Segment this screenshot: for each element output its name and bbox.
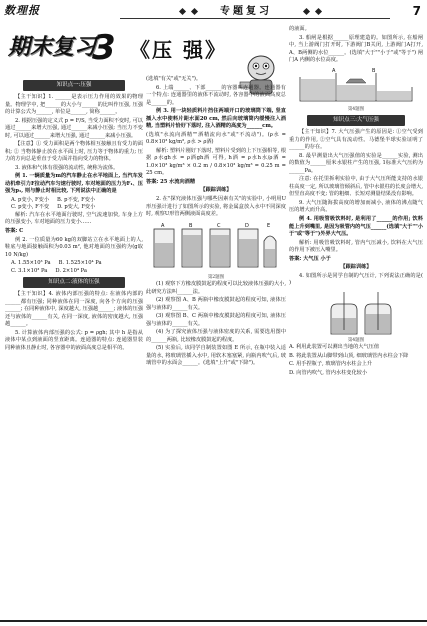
- chapter-title: 《压 强》: [130, 38, 227, 62]
- review-title: 期末复习: [8, 35, 97, 60]
- newspaper-logo: 数理报: [4, 4, 40, 17]
- section-heading: 知识点三:大气压强: [307, 115, 405, 126]
- paragraph: 【主干知识】7. 大气压强产生的原因是: ①空气受到重力的作用, ②空气具有流动性。马德堡半球实验证明了______的存在。: [289, 129, 423, 151]
- svg-text:B: B: [189, 222, 193, 229]
- option: B. p不变, F变小: [57, 196, 96, 203]
- analysis: 解析: 塑料片刚好下落时, 塑料片受到的上下压强相等, 根据 ρ水gh水 = ρ酒gh酒 可得, h酒 = ρ水h水/ρ酒 = 1.0×10³ kg/m³ × 0.2 m / 0.8×10³ kg/m³ = 0.25 m = 25 cm。: [146, 147, 286, 177]
- analysis: 解析: 汽车在水平地面行驶时, 空气流速加快, 车身上方的压强变小, 车对地面的压力变小……: [5, 211, 143, 226]
- question: (4) 为了探究液体压强与液体密度的关系, 需要选用图中的______两瓶, 比较橡皮膜鼓起的程度。: [146, 329, 286, 343]
- answer: 答案: C: [5, 228, 24, 234]
- column-left: [5, 78, 143, 353]
- svg-text:B: B: [372, 67, 376, 74]
- option: C. p变小, F不变: [11, 204, 50, 211]
- diamond-icon: [303, 8, 310, 15]
- figure-caption: 第4题图: [347, 106, 365, 112]
- column-middle: [146, 76, 286, 369]
- banner-title: 专题复习: [220, 6, 272, 17]
- paragraph: 注意: 在托里拆利实验中, 由于大气压所能支持的水银柱高度一定, 所以玻璃管倾斜后, 管中水银柱的长度会增大, 但竖直高度不变; 管的粗细、长短对测量结果没有影响。: [289, 176, 423, 198]
- options-row: [5, 260, 143, 268]
- question: (3) 观察图 B、C 两瓶中橡皮膜鼓起的程度可知, 液体压强与液体的______有关。: [146, 313, 286, 327]
- paragraph: 【主干知识】4. 液体内部压强的特点: 在液体内部的______都有压强; 同种液体在同一深度, 向各个方向的压强______; 在同种液体中, 深度越大, 压强越______; 液体的压强还与液体的______有关, 在同一深度, 液体的密度越大, 压强越______。: [5, 291, 143, 328]
- question: (2) 观察图 A、B 两瓶中橡皮膜鼓起的程度可知, 液体压强与液体的______有关。: [146, 297, 286, 311]
- paragraph: 2. 根据压强的定义式 p = F/S, 当受力面积不变时, 可以通过______来增大压强, 通过______来减小压强; 当压力不变时, 可以通过______来增大压强, 通过______来减小压强。: [5, 117, 143, 139]
- barometer-figure: [301, 290, 411, 336]
- option: B. 将此装置从山脚带到山顶, 细玻璃管内水柱会下降: [289, 352, 409, 359]
- bottom-rule: [0, 620, 427, 622]
- example: 例 4. 用吸管吸饮料时, 是利用了______的作用; 饮料能上升到嘴里, 是因为吸管内的气压______(选填"大于""小于"或"等于")外界大气压。: [289, 215, 423, 238]
- ship-lock-figure: [296, 67, 416, 105]
- paragraph: 8. 最早测量出大气压强值的实验是______实验, 测出的数值为______厘米水银柱产生的压强, 1标准大气压约为______Pa。: [289, 152, 423, 174]
- question: (5) 实验后, 该同学自制装置如图 E 所示, 在瓶中装入适量的水, 将玻璃管插入水中, 用软木塞塞紧, 向瓶内吹气后, 玻璃管中的水面会______。(选填"上升"或"下降")。: [146, 345, 286, 367]
- paragraph: 【主干知识】1. ______是表示压力作用的效果的物理量。物理学中, 把______的大小与______的比叫作压强, 压强的计算公式为______, 单位是______, 简称______。: [5, 93, 143, 116]
- paragraph: 5. 计算液体内部压强的公式: p = ρgh; 其中 h 是指从液体中某点到液面的竖直距离。连通器的特点: 连通器里装同种液体且静止时, 各容器中的液面高度总是相平的。: [5, 329, 143, 351]
- option: A. 利用此装置可以测出当地的大气压值: [289, 344, 380, 351]
- option: C. 用手捏瓶子, 玻璃管内水柱会上升: [289, 361, 373, 368]
- options-row: [5, 204, 143, 212]
- chapter-heading: [0, 24, 290, 74]
- page-number: 7: [412, 4, 421, 18]
- option: A. 1.55×10³ Pa: [11, 260, 51, 267]
- svg-text:D: D: [245, 222, 249, 229]
- paragraph: 3. 液体和气体有很强的流动性, 统称为流体。: [15, 164, 119, 171]
- section-banner: [120, 5, 390, 19]
- example: 例 3. 用一块轻质料片挡住两端开口的玻璃筒下端, 竖直插入水中使料片距水面20 cm, 然后向玻璃筒内缓慢注入酒精, 当塑料片恰好下落时, 注入酒精的高度为______cm。: [146, 108, 286, 130]
- paragraph: 6. 上端______、下部______的容器叫连通器。连通器有一个特点: 连通器里的液体不流动时, 各容器中的液面高度总是______的。: [146, 84, 286, 106]
- option: D. 向管内吹气, 管内水柱变化较小: [289, 369, 368, 376]
- option: C. 3.1×10³ Pa: [11, 267, 48, 274]
- paragraph: 2. 在"探究液体压强与哪些因素有关"的实验中, 小明用U形压强计进行了如图所示的实验, 将金属盒放入水中不同深度时, 观察U形管两侧液面高度差。: [146, 195, 286, 218]
- example: 例 2. 一位质量为60 kg的双脚站立在水平地面上的人, 鞋底与地面接触面积为0.03 m², 他对地面的压强约为(g取10 N/kg): [5, 236, 143, 258]
- section-subheading: 【跟踪训练】: [200, 187, 232, 194]
- options-row: [5, 268, 143, 276]
- answer: 答案: 大气压 小于: [289, 255, 331, 262]
- svg-text:E: E: [267, 222, 271, 229]
- option: A. p变小, F变小: [11, 196, 50, 203]
- paragraph: 9. 大气压随海拔高度的增加而减小, 液体的沸点随气压的增大而升高。: [289, 199, 423, 214]
- section-heading: 知识点一:压强: [23, 80, 125, 91]
- option: D. p变大, F变小: [57, 204, 96, 211]
- figure-caption: 第4题图: [347, 337, 365, 343]
- paragraph: (选填"有关"或"无关")。: [146, 76, 202, 82]
- svg-text:C: C: [217, 222, 221, 229]
- question: (1) 观察下方橡皮膜鼓起的程度可以比较液体压强的大小, 此研究方法叫______法。: [146, 281, 286, 295]
- section-subheading: 【跟踪训练】: [340, 264, 372, 271]
- paragraph: 【注意】① 受力面积是两个物体相互接触且有受力的面积; ② 当物体静止放在水平面上时, 压力等于物体的重力; 压力的方向总是垂直于受力面并指向受力的物体。: [5, 141, 143, 163]
- review-number: 3: [92, 28, 116, 68]
- answer: 答案: 25 水流向酒精: [146, 178, 196, 185]
- diamond-icon: [191, 8, 198, 15]
- column-right: [289, 26, 423, 378]
- diamond-icon: [179, 8, 186, 15]
- option: B. 1.525×10⁴ Pa: [58, 260, 102, 267]
- page-header: [0, 0, 427, 22]
- svg-text:A: A: [161, 222, 165, 229]
- experiment-figure: [148, 221, 284, 273]
- question: 4. 如图所示是同学自制的气压计, 下列说法正确的是( ): [289, 272, 423, 287]
- analysis: 解析: 用吸管吸饮料时, 管内气压减小, 饮料在大气压的作用下被压入嘴里。: [289, 239, 423, 254]
- example: 例 1. 一辆质量为m的汽车静止在水平地面上, 当汽车发动机牵引力F拉动汽车匀速行驶时, 车对地面的压力为F₁、压强为p₁, 则与静止时相比较, 下列说法中正确的是: [5, 173, 143, 195]
- paragraph: (选填"水流向酒精""酒精流向水"或"不流动")。(ρ水 = 0.8×10³ kg/m³, ρ水 > ρ酒): [146, 131, 286, 146]
- section-heading: 知识点二:液体的压强: [23, 277, 125, 288]
- paragraph: 3. 船闸是根据______原理建造的。如图所示, 在船闸中, 当上游阀门打开时, 下游阀门B关闭, 上游阀门A打开, A、B两侧的水位______。(选填"大于""小于"或"等于") 闸门A 内侧的水位高度。: [289, 34, 423, 64]
- svg-text:A: A: [332, 67, 336, 74]
- figure-caption: 第2题图: [207, 274, 225, 280]
- option: D. 2×10⁴ Pa: [55, 267, 87, 274]
- diamond-icon: [315, 8, 322, 15]
- paragraph: 的液面。: [289, 26, 310, 32]
